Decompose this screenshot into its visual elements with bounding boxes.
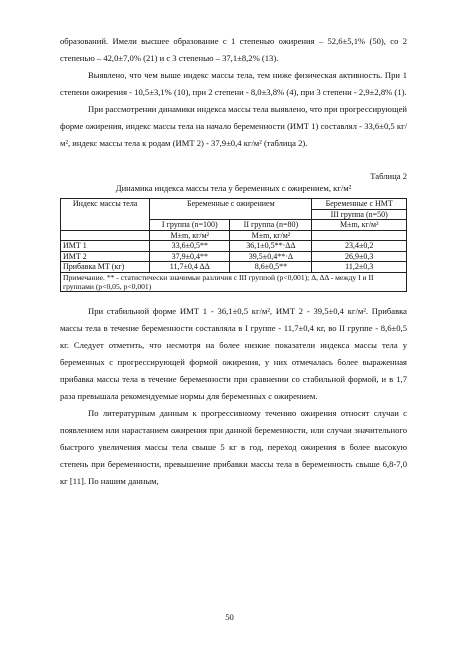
table-title: Динамика индекса массы тела у беременных с ожирением, кг/м² — [115, 183, 352, 193]
table-header-row — [61, 199, 407, 210]
header-unit-1: M±m, кг/м² — [150, 230, 230, 241]
header-group3: III группа (n=50) — [312, 209, 407, 220]
row-label: ИМТ 2 — [61, 251, 150, 262]
header-group2: II группа (n=80) — [230, 220, 312, 231]
header-unit-3: M±m, кг/м² — [312, 220, 407, 231]
body-text-bottom — [60, 303, 407, 490]
paragraph-literature: По литературным данным к прогрессивному течению ожирения относят случаи с появлением или нарастанием ожирения при данной беременности, или случаи значительного быстрого увеличения массы тела свыше 5 кг в год, переход ожирения в более высокую степень при беременности, превышение прибавки массы тела в беременность свыше 6,8-7,0 кг [11]. По нашим данным, — [60, 407, 407, 486]
table-row — [61, 241, 407, 252]
table-row — [61, 262, 407, 273]
cell-group3: 26,9±0,3 — [312, 251, 407, 262]
header-group1: I группа (n=100) — [150, 220, 230, 231]
cell-group2: 8,6±0,5** — [230, 262, 312, 273]
document-page — [60, 33, 407, 490]
paragraph-activity: Выявлено, что чем выше индекс массы тела, тем ниже физическая активность. При 1 степени ожирения - 10,5±3,1% (10), при 2 степени - 8,0±3,8% (4), при 3 степени - 2,9±2,8% (1). — [60, 70, 407, 97]
cell-group1: 33,6±0,5** — [150, 241, 230, 252]
bmi-table — [60, 198, 407, 292]
paragraph-education: образований. Имели высшее образование с 1 степенью ожирения – 52,6±5,1% (50), со 2 степенью – 42,0±7,0% (21) и с 3 степенью – 37,1±8,2% (13). — [60, 36, 407, 63]
row-label: Прибавка МТ (кг) — [61, 262, 150, 273]
paragraph-bmi-dynamics: При рассмотрении динамики индекса массы тела выявлено, что при прогрессирующей форме ожирения, индекс массы тела на начало беременности (ИМТ 1) составлял - 33,6±0,5 кг/м², индекс массы тела к родам (ИМТ 2) - 37,9±0,4 кг/м² (таблица 2). — [60, 104, 407, 148]
header-bmi: Индекс массы тела — [61, 199, 150, 231]
unit-empty-3 — [312, 230, 407, 241]
table-note: Примечание. ** - статистически значимые различия с III группой (p<0,001); Δ, ΔΔ - между I и II группами (p<0,05, p<0,001) — [61, 272, 407, 291]
table-number: Таблица 2 — [370, 171, 407, 181]
header-unit-2: M±m, кг/м² — [230, 230, 312, 241]
cell-group3: 11,2±0,3 — [312, 262, 407, 273]
table-units-row — [61, 230, 407, 241]
unit-empty — [61, 230, 150, 241]
paragraph-stable-form: При стабильной форме ИМТ 1 - 36,1±0,5 кг/м², ИМТ 2 - 39,5±0,4 кг/м². Прибавка массы тела в течение беременности составляла в I группе - 11,7±0,4 кг, во II группе - 8,6±0,5 кг. Следует отметить, что несмотря на более низкие показатели индекса массы тела у беременных с прогрессирующей формой ожирения, у них отмечалась более выраженная прибавка массы тела в течение беременности при сравнении со стабильной формой, и в 1,7 раза превышала рекомендуемые нормы для беременных с ожирением. — [60, 305, 407, 401]
cell-group2: 36,1±0,5**·ΔΔ — [230, 241, 312, 252]
row-label: ИМТ 1 — [61, 241, 150, 252]
cell-group1: 11,7±0,4 ΔΔ — [150, 262, 230, 273]
table-row — [61, 251, 407, 262]
table-note-row — [61, 272, 407, 291]
cell-group2: 39,5±0,4**·Δ — [230, 251, 312, 262]
header-obese: Беременные с ожирением — [150, 199, 312, 220]
page-number: 50 — [225, 612, 234, 622]
cell-group3: 23,4±0,2 — [312, 241, 407, 252]
header-normal: Беременные с НМТ — [312, 199, 407, 210]
cell-group1: 37,9±0,4** — [150, 251, 230, 262]
